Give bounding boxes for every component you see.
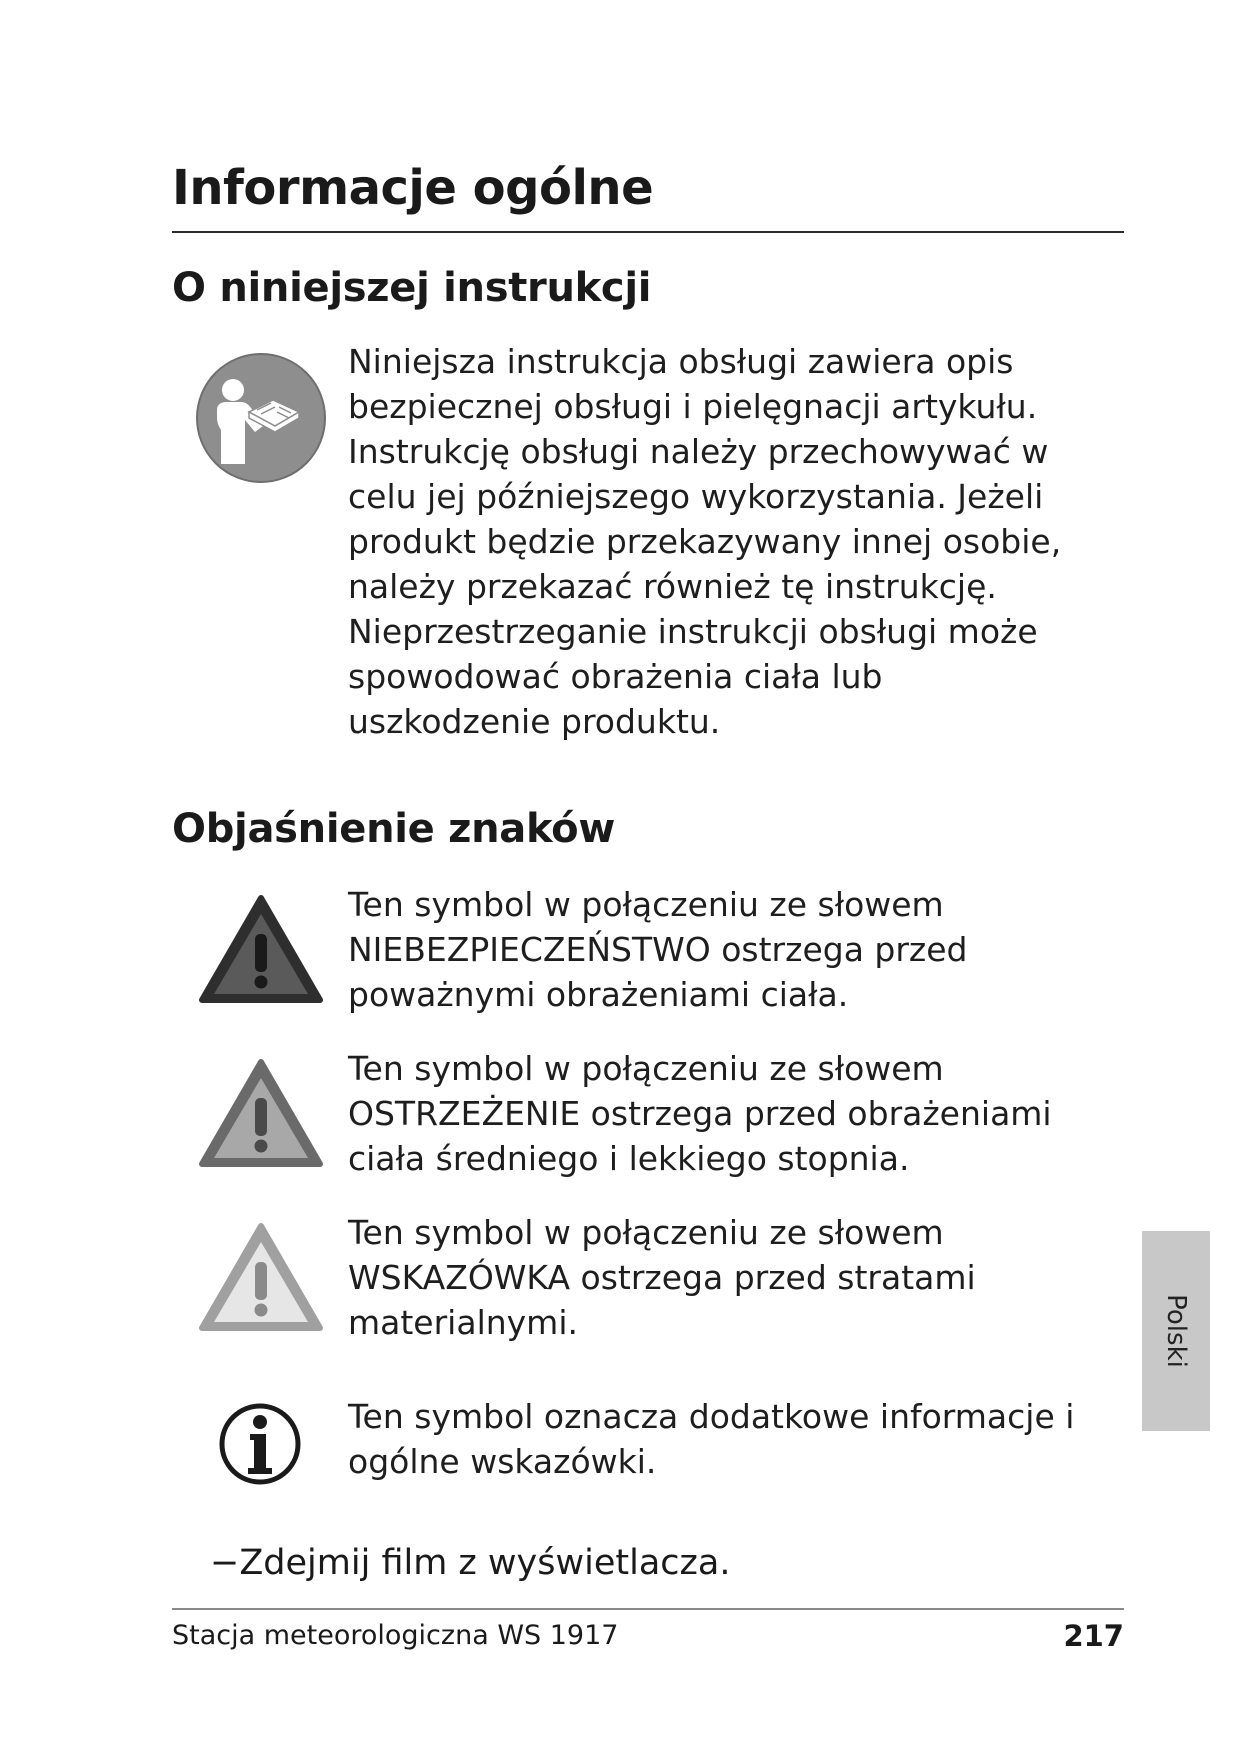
instruction-line: −Zdejmij film z wyświetlacza. [210,1543,731,1583]
footer-divider [172,1608,1124,1610]
symbol-text-danger: Ten symbol w połączeniu ze słowem NIEBEZPIECZEŃSTWO ostrzega przed poważnymi obrażeniami ciała. [348,885,968,1014]
notice-triangle-icon [198,1222,324,1338]
language-tab [1142,1231,1210,1431]
language-tab-label: Polski [1161,1294,1191,1368]
warning-triangle-icon [198,1058,324,1174]
about-paragraph-3: Nieprzestrzeganie instrukcji obsługi może spowodować obrażenia ciała lub uszkodzenie produktu. [348,612,1038,741]
symbol-text-info: Ten symbol oznacza dodatkowe informacje i ogólne wskazówki. [348,1397,1075,1481]
page-title: Informacje ogólne [172,160,654,216]
section-title-symbols: Objaśnienie znaków [172,806,616,852]
danger-triangle-icon [198,894,324,1010]
about-paragraph-1: Niniejsza instrukcja obsługi zawiera opis bezpiecznej obsługi i pielęgnacji artykułu. [348,342,1038,426]
read-manual-icon [195,352,327,488]
title-divider [172,231,1124,233]
section-title-about: O niniejszej instrukcji [172,265,652,311]
footer-product-name: Stacja meteorologiczna WS 1917 [172,1620,619,1651]
page-number: 217 [1063,1619,1124,1653]
info-icon [218,1402,302,1490]
symbol-text-warning: Ten symbol w połączeniu ze słowem OSTRZEŻENIE ostrzega przed obrażeniami ciała średniego i lekkiego stopnia. [348,1049,1052,1178]
about-paragraph-2: Instrukcję obsługi należy przechowywać w celu jej późniejszego wykorzystania. Jeżeli produkt będzie przekazywany innej osobie, należy przekazać również tę instrukcję. [348,432,1062,606]
symbol-text-notice: Ten symbol w połączeniu ze słowem WSKAZÓWKA ostrzega przed stratami materialnymi. [348,1213,976,1342]
